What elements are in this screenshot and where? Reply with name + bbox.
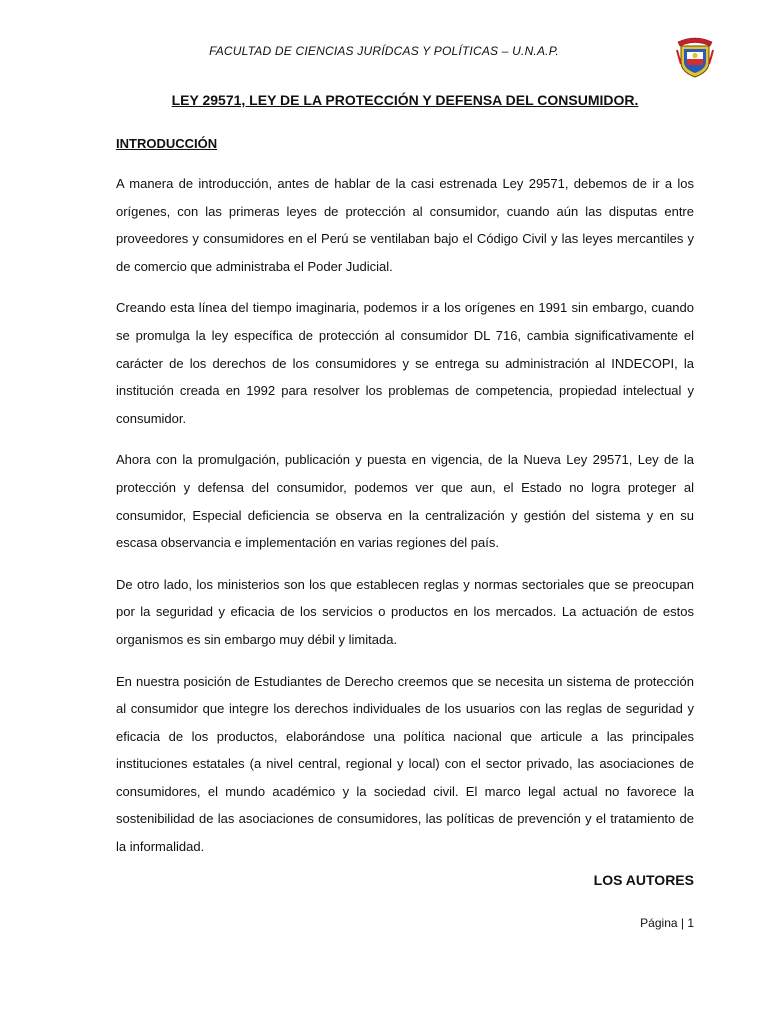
paragraph: Ahora con la promulgación, publicación y puesta en vigencia, de la Nueva Ley 29571, Ley de la protección y defensa del consumidor, podemos ver que aun, el Estado no logra proteger al consumidor, Especial deficiencia se observa en la centralización y gestión del sistema y en su escasa observancia e implementación en varias regiones del país.: [116, 452, 694, 551]
paragraph: De otro lado, los ministerios son los que establecen reglas y normas sectoriales que se preocupan por la seguridad y eficacia de los servicios o productos en los mercados. La actuación de estos organismos es sin embargo muy débil y limitada.: [116, 576, 694, 647]
coat-of-arms-icon: [676, 34, 714, 78]
document-body: [116, 170, 694, 875]
authors-signature: LOS AUTORES: [593, 872, 694, 888]
paragraph: En nuestra posición de Estudiantes de Derecho creemos que se necesita un sistema de protección al consumidor que integre los derechos individuales de los usuarios con las reglas de seguridad y eficacia de los productos, elaborándose una política nacional que articule a las principales instituciones estatales (a nivel central, regional y local) con el sector privado, las asociaciones de consumidores, el mundo académico y la sociedad civil. El marco legal actual no favorece la sostenibilidad de las asociaciones de consumidores, las políticas de prevención y el tratamiento de la informalidad.: [116, 673, 694, 855]
document-title: LEY 29571, LEY DE LA PROTECCIÓN Y DEFENSA DEL CONSUMIDOR.: [171, 92, 639, 108]
section-heading-introduction: INTRODUCCIÓN: [116, 136, 218, 151]
paragraph: A manera de introducción, antes de hablar de la casi estrenada Ley 29571, debemos de ir a los orígenes, con las primeras leyes de protección al consumidor, cuando aún las disputas entre proveedores y consumidores en el Perú se ventilaban bajo el Código Civil y las leyes mercantiles y de comercio que administraba el Poder Judicial.: [116, 176, 694, 274]
page-number: Página | 1: [640, 916, 694, 930]
page-header-faculty: FACULTAD DE CIENCIAS JURÍDCAS Y POLÍTICAS – U.N.A.P.: [209, 44, 559, 58]
paragraph: Creando esta línea del tiempo imaginaria, podemos ir a los orígenes en 1991 sin embargo, cuando se promulga la ley específica de protección al consumidor DL 716, cambia significativamente el carácter de los derechos de los consumidores y se entrega su administración al INDECOPI, la institución creada en 1992 para resolver los problemas de competencia, propiedad intelectual y consumidor.: [116, 300, 694, 426]
